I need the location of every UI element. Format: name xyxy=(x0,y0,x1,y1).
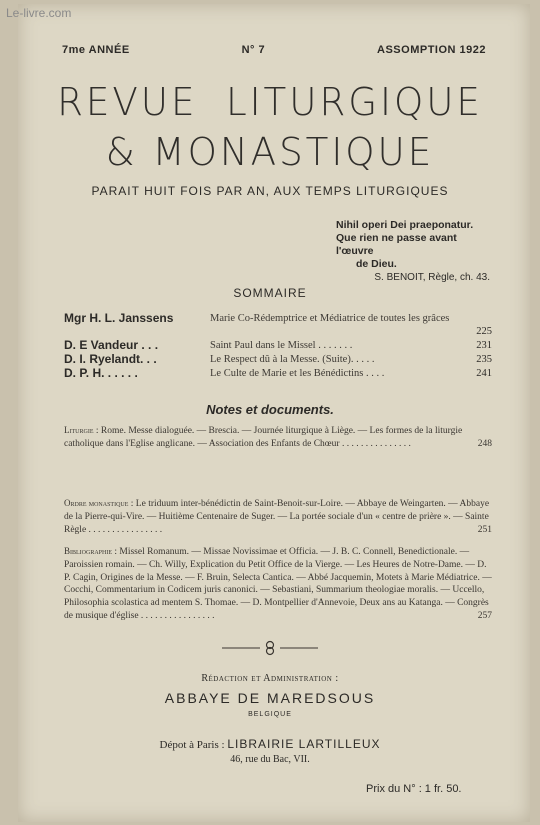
paris-depot xyxy=(0,737,540,751)
epigraph-source: S. BENOIT, Règle, ch. 43. xyxy=(374,272,490,283)
issue-header xyxy=(62,44,486,56)
toc-page: 235 xyxy=(476,354,492,365)
ornament-divider xyxy=(220,640,320,656)
epigraph-french-cont: de Dieu. xyxy=(356,258,397,270)
depot-label: Dépot à Paris : xyxy=(159,739,225,751)
issue-number: N° 7 xyxy=(241,44,266,56)
publisher-country: BELGIQUE xyxy=(248,711,292,718)
editorial-office-label: Rédaction et Administration : xyxy=(201,673,339,684)
notes-heading: Notes et documents. xyxy=(206,402,334,417)
notes-category: Liturgie xyxy=(64,425,94,435)
epigraph-french: Que rien ne passe avant l'œuvre xyxy=(336,232,457,257)
watermark: Le-livre.com xyxy=(6,6,72,20)
toc-author: D. E Vandeur . . . xyxy=(64,339,159,352)
toc-title: Saint Paul dans le Missel . . . . . . . xyxy=(210,340,353,351)
notes-page: 248 xyxy=(477,438,492,449)
depot-bookshop: LIBRAIRIE LARTILLEUX xyxy=(227,737,381,751)
toc-title: Le Culte de Marie et les Bénédictins . . . . xyxy=(210,368,385,379)
notes-category: Bibliographie xyxy=(64,546,112,556)
issue-season: ASSOMPTION 1922 xyxy=(377,44,486,56)
notes-text: : Rome. Messe dialoguée. — Brescia. — Journée liturgique à Liège. — Les formes de la liturgie catholique dans l'Eglise anglicane. — Association des Enfants de Chœur . . . . . . . . . . . . . . . xyxy=(64,426,463,449)
issue-price: Prix du N° : 1 fr. 50. xyxy=(366,783,462,795)
contents-heading: SOMMAIRE xyxy=(233,286,307,300)
notes-category: Ordre monastique xyxy=(64,498,129,508)
issue-year: 7me ANNÉE xyxy=(62,44,130,56)
publisher-name: ABBAYE DE MAREDSOUS xyxy=(164,690,376,706)
toc-entry xyxy=(64,353,492,366)
epigraph xyxy=(336,219,496,284)
depot-address: 46, rue du Bac, VII. xyxy=(230,754,310,765)
toc-page: 241 xyxy=(476,368,492,379)
toc-page: 225 xyxy=(476,326,492,337)
toc-author: Mgr H. L. Janssens xyxy=(64,312,174,325)
notes-page: 251 xyxy=(477,524,492,535)
journal-subtitle: PARAIT HUIT FOIS PAR AN, AUX TEMPS LITURGIQUES xyxy=(91,184,449,198)
notes-text: : Missel Romanum. — Missae Novissimae et Officia. — J. B. C. Connell, Benedictionale. — Paroissien romain. — Ch. Willy, Explication du Petit Office de la Vierge. — Les Heures de Notre-Dame. — D. P. Cagin, Origines de la Messe. — F. Bruin, Selecta Cantica. — Abbé Jacquemin, Motets à Marie Médiatrice. — Cocchi, Commentarium in Codicem juris canonici. — Sebastiani, Summarium theologiae moralis. — Uccello, Philosophia scolastica ad mentem S. Thomae. — D. Montpellier d'Annevoie, Deux ans au Katanga. — Congrès de musique d'église . . . . . . . . . . . . . . . . xyxy=(64,547,492,621)
notes-page: 257 xyxy=(477,610,492,621)
toc-entry xyxy=(64,312,492,338)
notes-text: : Le triduum inter-bénédictin de Saint-Benoit-sur-Loire. — Abbaye de Weingarten. — Abbaye de la Pierre-qui-Vire. — Huitième Centenaire de Suger. — La portée sociale d'un « centre de prière ». — Sainte Règle . . . . . . . . . . . . . . . . xyxy=(64,499,490,535)
toc-title: Marie Co-Rédemptrice et Médiatrice de toutes les grâces xyxy=(210,313,450,324)
toc-entry xyxy=(64,367,492,380)
journal-title-line1: REVUE LITURGIQUE xyxy=(57,80,483,124)
toc-entry xyxy=(64,339,492,352)
table-of-contents xyxy=(64,312,492,381)
toc-page: 231 xyxy=(476,340,492,351)
notes-liturgie xyxy=(64,424,492,452)
notes-bibliographie xyxy=(64,545,492,624)
toc-title: Le Respect dû à la Messe. (Suite). . . . . xyxy=(210,354,375,365)
toc-author: D. I. Ryelandt. . . xyxy=(64,353,157,366)
toc-author: D. P. H. . . . . . xyxy=(64,367,138,380)
notes-ordre-monastique xyxy=(64,497,492,537)
epigraph-latin: Nihil operi Dei praeponatur. xyxy=(336,219,474,231)
journal-title-line2: & MONASTIQUE xyxy=(105,130,435,174)
